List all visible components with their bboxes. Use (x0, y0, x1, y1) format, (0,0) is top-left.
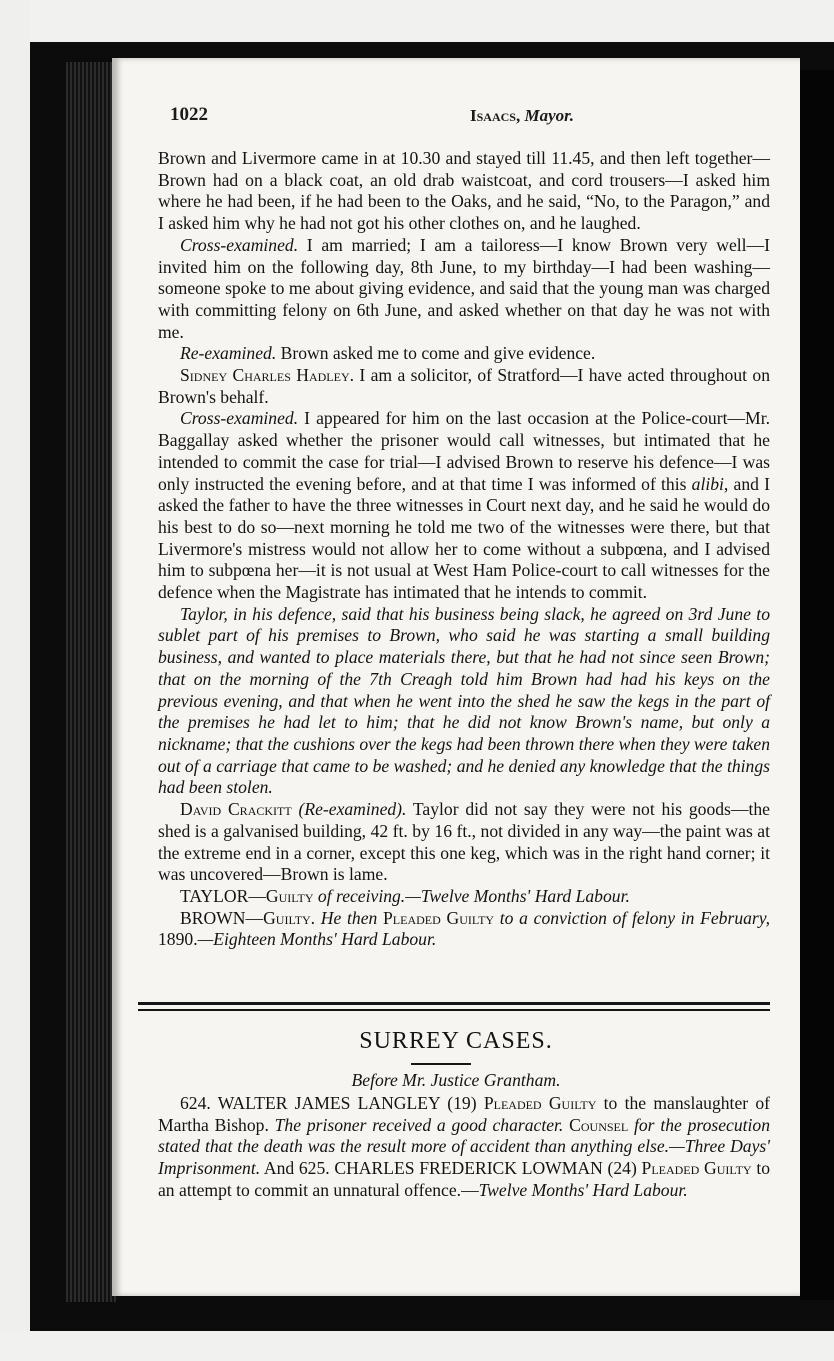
running-head-name: Isaacs, (470, 106, 521, 125)
scan-left-margin (0, 0, 30, 1361)
paragraph: 624. WALTER JAMES LANGLEY (19) Pleaded Guilty to the manslaughter of Martha Bishop. The prisoner received a good character. Counsel for the prosecution stated that the death was the result more of accident than anything else.—Three Days' Imprisonment. And 625. CHARLES FREDERICK LOWMAN (24) Pleaded Guilty to an attempt to commit an unnatural offence.—Twelve Months' Hard Labour. (158, 1093, 771, 1200)
page-header (170, 104, 790, 134)
paragraph: Re-examined. Brown asked me to come and give evidence. (180, 343, 596, 364)
verdict-taylor: TAYLOR—Guilty of receiving.—Twelve Months' Hard Labour. (180, 885, 630, 906)
page-stack-edge (66, 62, 116, 1302)
verdict-brown: BROWN—Guilty. He then Pleaded Guilty to a conviction of felony in February, 1890.—Eighteen Months' Hard Labour. (158, 907, 770, 950)
surrey-case-text (158, 1093, 770, 1202)
scan-bottom-margin (0, 1331, 834, 1361)
title-rule (411, 1063, 471, 1065)
section-title: SURREY CASES. (359, 1028, 553, 1054)
witness-name: Sidney Charles Hadley. (180, 365, 355, 386)
running-head-title: Mayor. (524, 106, 575, 125)
trial-text (158, 148, 770, 951)
book-right-edge (800, 70, 834, 1300)
book-page (112, 58, 800, 1296)
judge-line: Before Mr. Justice Grantham. (351, 1070, 561, 1090)
paragraph: Cross-examined. I am married; I am a tailoress—I know Brown very well—I invited him on the following day, 8th June, to my birthday—I had been washing—someone spoke to me about giving evidence, and said that the young man was charged with committing felony on 6th June, and asked whether on that day he was not with me. (158, 234, 770, 342)
witness-name: David Crackitt (180, 799, 292, 820)
scan-top-margin (0, 0, 834, 42)
paragraph: Brown and Livermore came in at 10.30 and stayed till 11.45, and then left together—Brown had on a black coat, an old drab waistcoat, and cord trousers—I asked him where he had been, if he had been to the Oaks, and he said, “No, to the Paragon,” and I asked him why he had not got his other clothes on, and he laughed. (158, 148, 770, 234)
paragraph: Cross-examined. I appeared for him on the last occasion at the Police-court—Mr. Baggallay asked whether the prisoner would call witnesses, but intimated that he intended to commit the case for trial—I advised Brown to reserve his defence—I was only instructed the evening before, and at that time I was informed of this alibi, and I asked the father to have the three witnesses in Court next day, and he said he would do his best to do so—next morning he told me two of the witnesses were there, but that Livermore's mistress would not allow her to come without a subpœna, and I advised him to subpœna her—it is not usual at West Ham Police-court to call witnesses for the defence when the Magistrate has intimated that he intends to commit. (158, 408, 770, 603)
paragraph-defence: Taylor, in his defence, said that his business being slack, he agreed on 3rd June to sublet part of his premises to Brown, who said he was starting a small building business, and wanted to place materials there, but that he had not since seen Brown; that on the morning of the 7th Creagh told him Brown had had his keys on the previous evening, and that when he went into the shed he saw the kegs in the part of the premises he had let to him; that he did not know Brown's name, but only a nickname; that the cushions over the kegs had been thrown there when they were taken out of a carriage that came to be washed; and he denied any knowledge that the things had been stolen. (158, 603, 770, 798)
running-head (470, 106, 574, 126)
page-number: 1022 (170, 104, 208, 125)
section-divider (138, 1002, 770, 1011)
paragraph: David Crackitt (Re-examined). Taylor did not say they were not his goods—the shed is a galvanised building, 42 ft. by 16 ft., not divided in any way—the paint was at the extreme end in a corner, except this one keg, which was in the right hand corner; it was uncovered—Brown is lame. (158, 799, 770, 885)
paragraph: Sidney Charles Hadley. I am a solicitor, of Stratford—I have acted throughout on Brown's behalf. (158, 365, 770, 407)
